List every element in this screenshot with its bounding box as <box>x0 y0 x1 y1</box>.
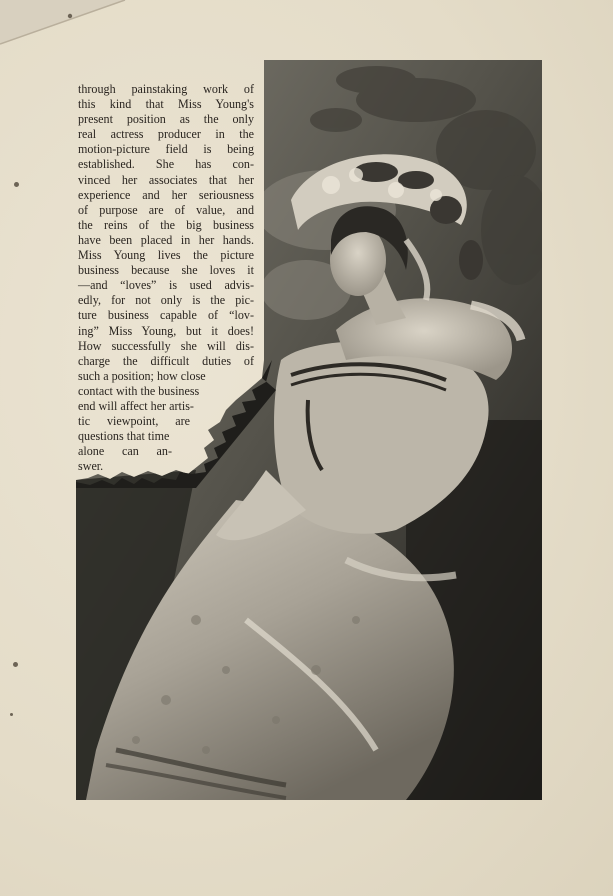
article-line: charge the difficult duties of <box>78 353 254 368</box>
article-line: questions that time <box>78 429 170 444</box>
article-line: have been placed in her hands. <box>78 232 254 247</box>
article-line: alone can an- <box>78 444 172 459</box>
article-line: experience and her seriousness <box>78 187 254 202</box>
article-line: end will affect her artis- <box>78 398 194 413</box>
article-line: vinced her associates that her <box>78 172 254 187</box>
article-line: such a position; how close <box>78 368 206 383</box>
article-line: of purpose are of value, and <box>78 202 254 217</box>
article-line: —and “loves” is used advis- <box>78 278 254 293</box>
article-line: swer. <box>78 459 104 474</box>
folded-corner <box>0 0 130 48</box>
article-line: Miss Young lives the picture <box>78 248 254 263</box>
article-line: present position as the only <box>78 112 254 127</box>
article-line: How successfully she will dis- <box>78 338 254 353</box>
article-line: ing” Miss Young, but it does! <box>78 323 254 338</box>
article-line: the reins of the big business <box>78 217 254 232</box>
article-line: established. She has con- <box>78 157 254 172</box>
article-line: ture business capable of “lov- <box>78 308 254 323</box>
article-line: this kind that Miss Young's <box>78 97 254 112</box>
article-line: contact with the business <box>78 383 200 398</box>
binding-hole-2 <box>13 662 18 667</box>
article-line: through painstaking work of <box>78 82 254 96</box>
article-line: tic viewpoint, are <box>78 414 190 429</box>
article-line: business because she loves it <box>78 263 254 278</box>
article-line: edly, for not only is the pic- <box>78 293 254 308</box>
article-line: real actress producer in the <box>78 127 254 142</box>
binding-hole-3 <box>10 713 13 716</box>
article-text <box>78 82 254 474</box>
binding-hole-1 <box>14 182 19 187</box>
article-line: motion-picture field is being <box>78 142 254 157</box>
